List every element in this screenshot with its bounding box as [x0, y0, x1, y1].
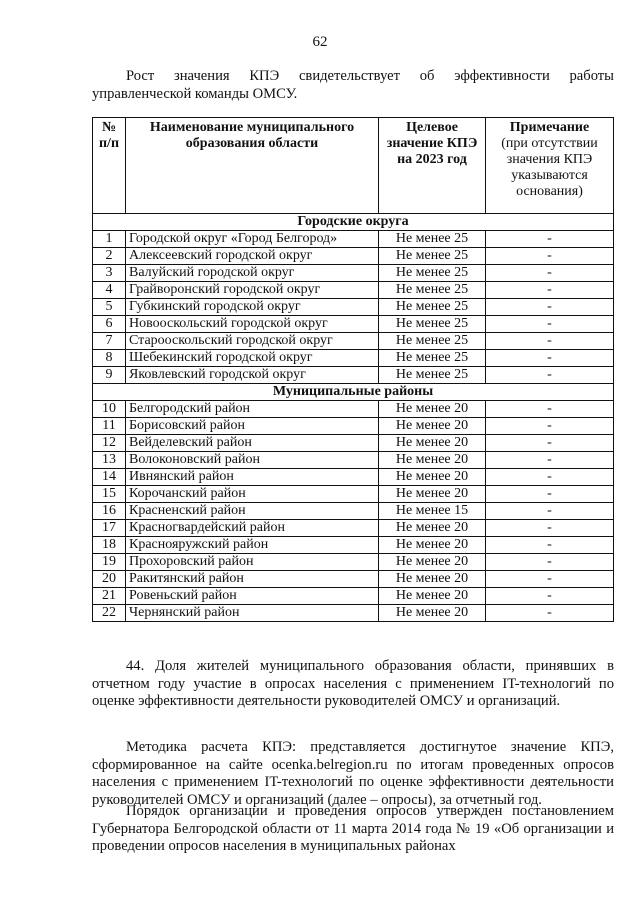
table-row [93, 299, 614, 316]
row-note: - [486, 418, 614, 435]
row-target: Не менее 25 [379, 367, 486, 384]
table-row [93, 571, 614, 588]
table-row [93, 486, 614, 503]
row-target: Не менее 20 [379, 571, 486, 588]
row-number: 8 [93, 350, 126, 367]
paragraph-44 [92, 658, 614, 711]
row-target: Не менее 25 [379, 350, 486, 367]
row-note: - [486, 316, 614, 333]
table-row [93, 452, 614, 469]
row-number: 6 [93, 316, 126, 333]
row-note: - [486, 605, 614, 622]
row-note: - [486, 537, 614, 554]
row-name: Красногвардейский район [126, 520, 379, 537]
row-target: Не менее 25 [379, 248, 486, 265]
row-note: - [486, 231, 614, 248]
row-target: Не менее 20 [379, 452, 486, 469]
table-row [93, 282, 614, 299]
table-row [93, 265, 614, 282]
table-row [93, 469, 614, 486]
row-name: Алексеевский городской округ [126, 248, 379, 265]
row-number: 11 [93, 418, 126, 435]
row-name: Городской округ «Город Белгород» [126, 231, 379, 248]
row-number: 19 [93, 554, 126, 571]
row-note: - [486, 469, 614, 486]
paragraph-method [92, 739, 614, 809]
row-name: Прохоровский район [126, 554, 379, 571]
row-note: - [486, 486, 614, 503]
section-row [93, 384, 614, 401]
row-target: Не менее 25 [379, 231, 486, 248]
row-note: - [486, 554, 614, 571]
row-target: Не менее 20 [379, 418, 486, 435]
row-note: - [486, 367, 614, 384]
row-target: Не менее 20 [379, 486, 486, 503]
table-header-row [93, 118, 614, 214]
header-note [486, 118, 614, 214]
section-row [93, 214, 614, 231]
row-number: 1 [93, 231, 126, 248]
table-row [93, 333, 614, 350]
row-note: - [486, 265, 614, 282]
intro-text: Рост значения КПЭ свидетельствует об эффективности работы управленческой команды ОМСУ. [92, 68, 614, 102]
row-note: - [486, 452, 614, 469]
table-row [93, 367, 614, 384]
table-row [93, 418, 614, 435]
row-number: 13 [93, 452, 126, 469]
row-number: 20 [93, 571, 126, 588]
row-target: Не менее 20 [379, 520, 486, 537]
row-number: 14 [93, 469, 126, 486]
table-row [93, 588, 614, 605]
row-name: Корочанский район [126, 486, 379, 503]
row-name: Чернянский район [126, 605, 379, 622]
row-number: 16 [93, 503, 126, 520]
row-name: Ровеньский район [126, 588, 379, 605]
row-number: 17 [93, 520, 126, 537]
row-name: Валуйский городской округ [126, 265, 379, 282]
row-target: Не менее 20 [379, 469, 486, 486]
row-target: Не менее 20 [379, 537, 486, 554]
row-name: Ракитянский район [126, 571, 379, 588]
section-title: Городские округа [93, 214, 614, 231]
row-note: - [486, 333, 614, 350]
row-name: Грайворонский городской округ [126, 282, 379, 299]
row-note: - [486, 588, 614, 605]
table-row [93, 248, 614, 265]
table-row [93, 520, 614, 537]
row-number: 12 [93, 435, 126, 452]
row-note: - [486, 350, 614, 367]
row-name: Шебекинский городской округ [126, 350, 379, 367]
row-note: - [486, 282, 614, 299]
row-target: Не менее 25 [379, 333, 486, 350]
table-body [93, 214, 614, 622]
row-number: 9 [93, 367, 126, 384]
page-number: 62 [312, 34, 328, 50]
row-name: Белгородский район [126, 401, 379, 418]
kpe-table [92, 117, 614, 622]
row-target: Не менее 20 [379, 605, 486, 622]
paragraph-order [92, 803, 614, 856]
paragraph-44-text: 44. Доля жителей муниципального образования области, принявших в отчетном году участие в опросах населения с применением IT-технологий по оценке эффективности деятельности руководителей ОМСУ и организаций. [92, 658, 614, 710]
row-name: Борисовский район [126, 418, 379, 435]
row-name: Волоконовский район [126, 452, 379, 469]
row-target: Не менее 20 [379, 435, 486, 452]
row-number: 21 [93, 588, 126, 605]
row-target: Не менее 20 [379, 588, 486, 605]
row-note: - [486, 435, 614, 452]
table-row [93, 350, 614, 367]
row-note: - [486, 248, 614, 265]
row-number: 3 [93, 265, 126, 282]
header-name: Наименование муниципального образования области [126, 118, 379, 214]
row-note: - [486, 299, 614, 316]
paragraph-method-text: Методика расчета КПЭ: представляется достигнутое значение КПЭ, сформированное на сайте ocenka.belregion.ru по итогам проведенных опросов населения с применением IT-технологий по оценке эффективности деятельности руководителей ОМСУ и организаций (далее – опросы), за отчетный год. [92, 739, 614, 808]
row-name: Губкинский городской округ [126, 299, 379, 316]
row-name: Вейделевский район [126, 435, 379, 452]
row-name: Яковлевский городской округ [126, 367, 379, 384]
row-number: 7 [93, 333, 126, 350]
table-row [93, 231, 614, 248]
section-title: Муниципальные районы [93, 384, 614, 401]
row-number: 10 [93, 401, 126, 418]
row-number: 5 [93, 299, 126, 316]
header-note-sub: (при отсутствии значения КПЭ указываются основания) [501, 136, 598, 199]
table-row [93, 316, 614, 333]
row-number: 2 [93, 248, 126, 265]
row-target: Не менее 25 [379, 265, 486, 282]
table-row [93, 401, 614, 418]
row-name: Старооскольский городской округ [126, 333, 379, 350]
row-target: Не менее 25 [379, 299, 486, 316]
table-row [93, 503, 614, 520]
row-name: Краснояружский район [126, 537, 379, 554]
row-number: 4 [93, 282, 126, 299]
row-number: 22 [93, 605, 126, 622]
intro-paragraph [92, 68, 614, 103]
table-row [93, 435, 614, 452]
paragraph-order-text: Порядок организации и проведения опросов утвержден постановлением Губернатора Белгородской области от 11 марта 2014 года № 19 «Об организации и проведении опросов населения в муниципальных районах [92, 803, 614, 855]
row-number: 18 [93, 537, 126, 554]
row-name: Новооскольский городской округ [126, 316, 379, 333]
row-target: Не менее 15 [379, 503, 486, 520]
table-row [93, 605, 614, 622]
table-row [93, 554, 614, 571]
row-note: - [486, 571, 614, 588]
row-target: Не менее 20 [379, 401, 486, 418]
row-target: Не менее 25 [379, 282, 486, 299]
row-note: - [486, 503, 614, 520]
row-target: Не менее 25 [379, 316, 486, 333]
row-target: Не менее 20 [379, 554, 486, 571]
header-note-title: Примечание [509, 120, 590, 135]
row-name: Ивнянский район [126, 469, 379, 486]
row-number: 15 [93, 486, 126, 503]
row-note: - [486, 401, 614, 418]
header-target: Целевое значение КПЭ на 2023 год [379, 118, 486, 214]
table-row [93, 537, 614, 554]
header-num: № п/п [93, 118, 126, 214]
row-note: - [486, 520, 614, 537]
row-name: Красненский район [126, 503, 379, 520]
